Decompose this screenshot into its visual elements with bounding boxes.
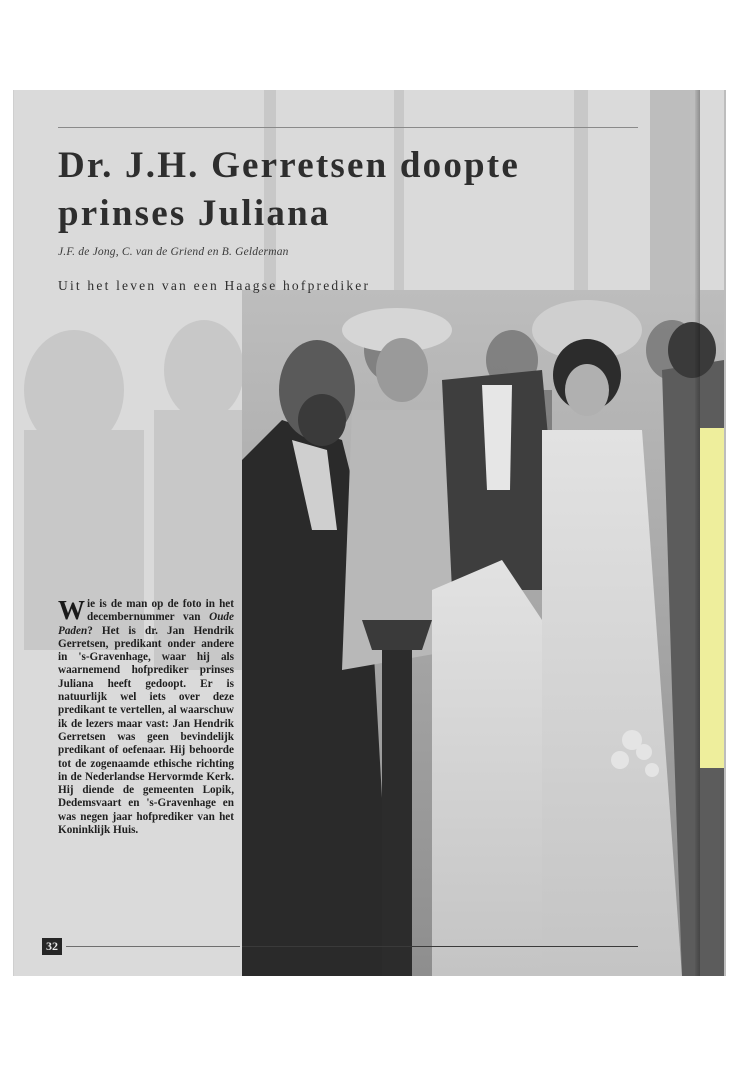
bottom-rule-photo — [242, 946, 638, 947]
page-number: 32 — [42, 938, 62, 955]
magazine-page — [14, 90, 724, 976]
article-body — [58, 595, 234, 837]
article-authors: J.F. de Jong, C. van de Griend en B. Gelderman — [58, 246, 289, 258]
baptism-photo — [242, 290, 724, 976]
article-title: Dr. J.H. Gerretsen doopte prinses Juliana — [58, 145, 520, 234]
article-subtitle: Uit het leven van een Haagse hofprediker — [58, 278, 371, 293]
accent-tab — [700, 428, 724, 768]
magazine-name: Oude Paden — [58, 611, 234, 637]
top-rule — [58, 127, 638, 128]
bottom-rule — [66, 946, 240, 947]
dropcap-letter: W — [58, 595, 85, 625]
body-text-part-1: ie is de man op de foto in het decembernummer van — [87, 598, 234, 624]
body-text-part-2: ? Het is dr. Jan Hendrik Gerretsen, predikant onder andere in 's-Gravenhage, waar hij als waarnemend hofprediker prinses Juliana heeft gedoopt. Er is natuurlijk wel iets over deze predikant te vertellen, al waarschuw ik de lezers maar vast: Jan Hendrik Gerretsen was geen bevindelijk predikant of oefenaar. Hij behoorde tot de zogenaamde ethische richting in de Nederlandse Hervormde Kerk. Hij diende de gemeenten Lopik, Dedemsvaart en 's-Gravenhage en was negen jaar hofprediker van het Koninklijk Huis. — [58, 624, 234, 837]
